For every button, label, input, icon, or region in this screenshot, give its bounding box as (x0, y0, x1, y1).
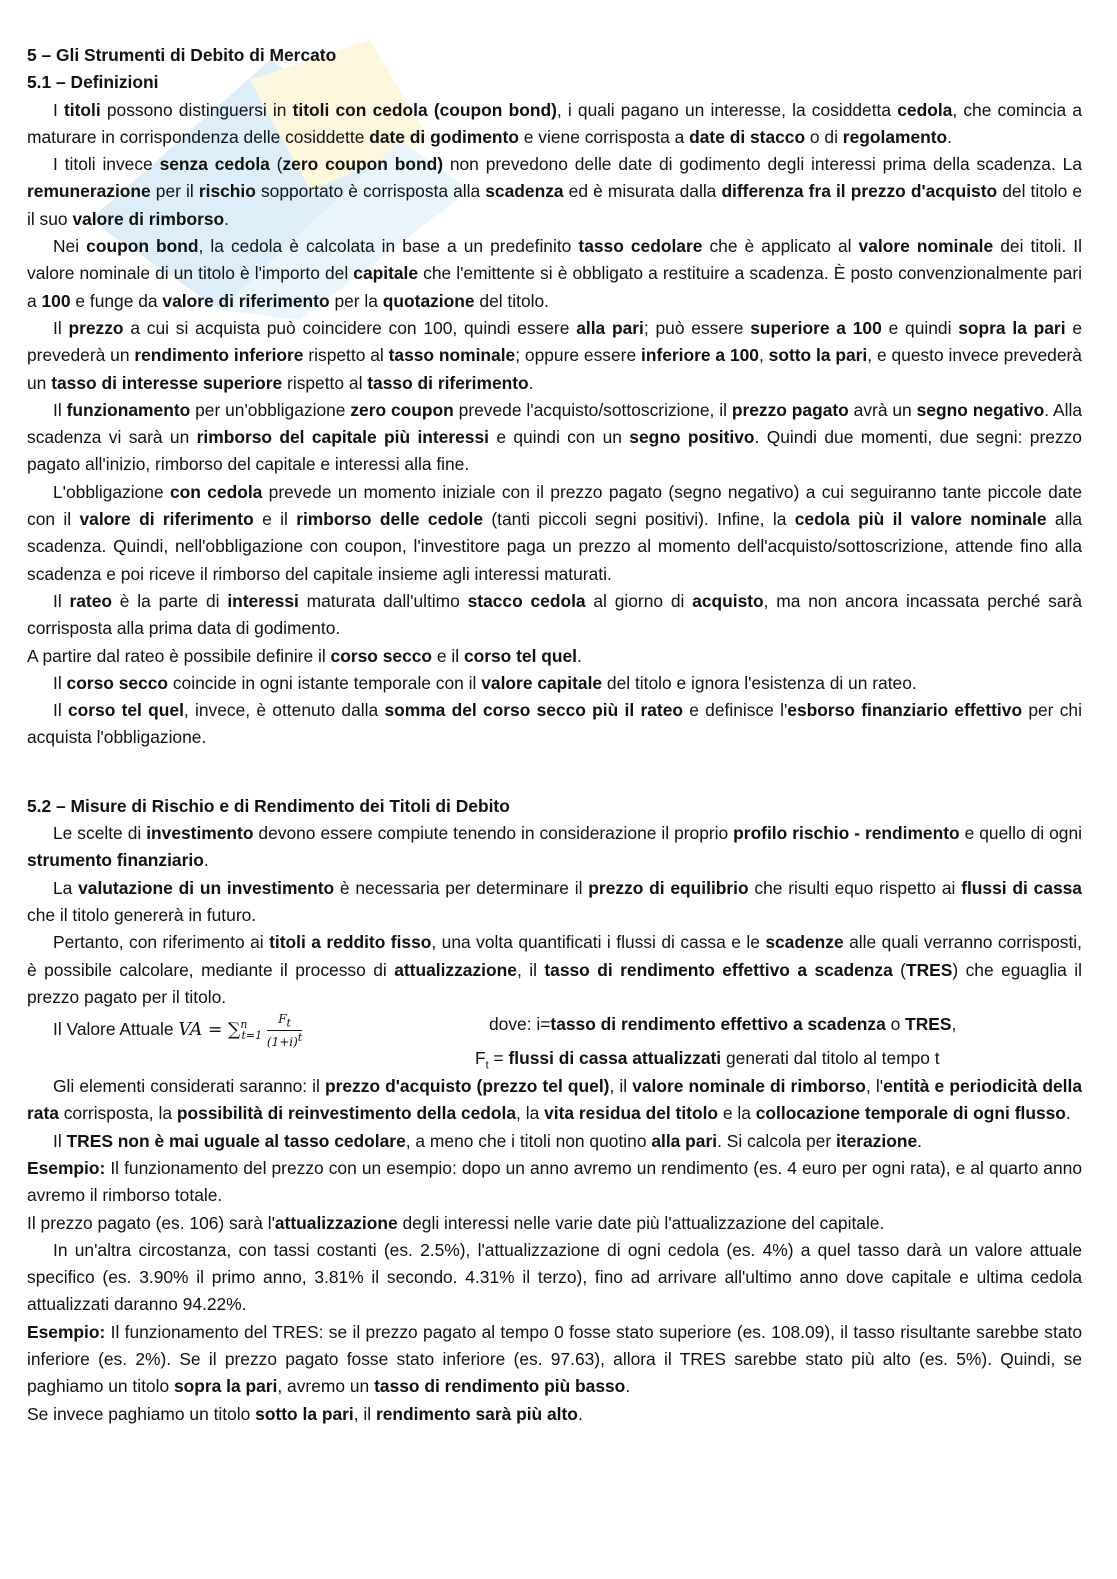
text-run: . (1065, 1103, 1071, 1124)
text-run: I titoli invece (53, 154, 160, 175)
paragraph (27, 697, 1082, 752)
bold-term: flussi di cassa attualizzati (508, 1048, 722, 1069)
bold-term: cedola (897, 99, 953, 120)
text-run: per chi acquista l'obbligazione. (27, 700, 1082, 748)
text-run: , la cedola è calcolata in base a un predefinito (198, 236, 579, 257)
bold-term: remunerazione (27, 181, 151, 202)
bold-term: Esempio: (27, 1157, 106, 1178)
bold-term: Esempio: (27, 1321, 106, 1342)
bold-term: tasso di rendimento più basso (374, 1376, 626, 1397)
text-run: , (758, 345, 769, 366)
formula-numerator-sub: t (286, 1015, 291, 1029)
bold-term: valore di riferimento (162, 290, 330, 311)
bold-term: scadenza (485, 181, 564, 202)
bold-term: vita residua del titolo (544, 1103, 719, 1124)
text-run: Il (53, 399, 67, 420)
text-run: devono essere compiute tenendo in considerazione il proprio (253, 823, 734, 844)
text-run: per il (150, 181, 199, 202)
text-run: prevede un momento iniziale con il prezzo pagato (segno negativo) a cui seguiranno tante piccole date con il (27, 481, 1082, 530)
ft-sub: t (485, 1059, 489, 1072)
bold-term: 100 (41, 290, 71, 311)
text-run: ( (269, 154, 283, 175)
text-run: ; oppure essere (515, 345, 641, 366)
text-run: Il (53, 317, 69, 338)
bold-term: prezzo d'acquisto (prezzo tel quel) (325, 1076, 610, 1097)
paragraph (27, 875, 1082, 930)
text-run: non prevedono delle date di godimento degli interessi prima della scadenza. La (443, 154, 1082, 175)
text-run: . (203, 850, 209, 871)
bold-term: superiore a 100 (750, 317, 882, 338)
bold-term: titoli con cedola (coupon bond) (292, 99, 557, 120)
text-run: Il (53, 1130, 67, 1151)
bold-term: corso secco (66, 672, 169, 693)
bold-term: acquisto (692, 590, 764, 611)
text-run: , avremo un (277, 1376, 375, 1397)
text-run: , il (516, 959, 545, 980)
bold-term: tasso di rendimento effettivo a scadenza (544, 959, 893, 980)
text-run: A partire dal rateo è possibile definire il (27, 645, 331, 666)
bold-term: rateo (69, 590, 113, 611)
bold-term: valore di riferimento (79, 509, 254, 530)
text-run: I (53, 99, 64, 120)
bold-term: flussi di cassa (961, 877, 1082, 898)
text-run: alla scadenza. Quindi, nell'obbligazione con coupon, l'investitore paga un prezzo al momento dell'acquisto/sottoscrizione, attende fino alla scadenza e poi riceve il rimborso del capitale insieme agli interessi maturati. (27, 509, 1082, 584)
bold-term: prezzo di equilibrio (588, 877, 749, 898)
text-run: Il prezzo pagato (es. 106) sarà l' (27, 1212, 275, 1233)
bold-term: tasso nominale (388, 345, 516, 366)
bold-term: tasso di rendimento effettivo a scadenza (550, 1014, 886, 1035)
text-run: , a meno che i titoli non quotino (405, 1130, 652, 1151)
bold-term: valore capitale (481, 672, 603, 693)
paragraph (27, 97, 1082, 152)
text-run: degli interessi nelle varie date più l'attualizzazione del capitale. (397, 1212, 885, 1233)
bold-term: corso tel quel (67, 700, 184, 721)
bold-term: corso tel quel (463, 645, 578, 666)
text-run: per la (329, 290, 383, 311)
bold-term: profilo rischio - rendimento (733, 823, 960, 844)
text-run: L'obbligazione (53, 481, 170, 502)
text-run: Nei (53, 236, 87, 257)
text-run: ; può essere (643, 317, 751, 338)
bold-term: differenza fra il prezzo d'acquisto (721, 181, 998, 202)
text-run: prevede l'acquisto/sottoscrizione, il (453, 399, 732, 420)
bold-term: stacco cedola (467, 590, 586, 611)
formula-denominator: (1+i) (266, 1034, 298, 1049)
text-run: , i quali pagano un interesse, la cosiddetta (556, 99, 898, 120)
bold-term: alla pari (576, 317, 644, 338)
text-run: ed è misurata dalla (563, 181, 722, 202)
bold-term: somma del corso secco più il rateo (384, 700, 683, 721)
bold-term: titoli (64, 99, 101, 120)
bold-term: entità e periodicità della rata (27, 1076, 1082, 1124)
bold-term: coupon bond (86, 236, 199, 257)
paragraph (27, 588, 1082, 643)
text-run: (tanti piccoli segni positivi). Infine, la (483, 509, 795, 530)
text-run: per un'obbligazione (190, 399, 351, 420)
paragraph (27, 820, 1082, 875)
section-heading-5-2: 5.2 – Misure di Rischio e di Rendimento dei Titoli di Debito (27, 795, 510, 816)
text-run: Il (53, 700, 68, 721)
bold-term: collocazione temporale di ogni flusso (755, 1103, 1066, 1124)
bold-term: tasso cedolare (578, 236, 703, 257)
bold-term: rendimento inferiore (134, 345, 304, 366)
document-page (27, 42, 1082, 1428)
text-run: al giorno di (585, 590, 693, 611)
text-run: Il funzionamento del TRES: se il prezzo pagato al tempo 0 fosse stato superiore (es. 108.09), il tasso risultante sarebbe stato inferiore (es. 2%). Se il prezzo pagato fosse stato inferiore (es. 97.63), allora il TRES sarebbe stato più alto (es. 5%). Quindi, se paghiamo un titolo (27, 1321, 1082, 1397)
bold-term: valore di rimborso (72, 208, 225, 229)
bold-term: prezzo pagato (731, 399, 849, 420)
bold-term: date di stacco (689, 126, 806, 147)
text-run: sopportato è corrisposta alla (255, 181, 486, 202)
text-run: . (917, 1130, 922, 1151)
paragraph (27, 1073, 1082, 1128)
bold-term: funzionamento (66, 399, 191, 420)
bold-term: capitale (353, 263, 419, 284)
bold-term: TRES (905, 1014, 952, 1035)
text-run: del titolo. (474, 290, 549, 311)
bold-term: iterazione (835, 1130, 918, 1151)
section-5-2-body-a (27, 820, 1082, 1011)
text-run: Il funzionamento del prezzo con un esempio: dopo un anno avremo un rendimento (es. 4 euro per ogni rata), e al quarto anno avremo il rimborso totale. (27, 1157, 1082, 1206)
text-run: , invece, è ottenuto dalla (183, 700, 385, 721)
text-run: Il (53, 672, 67, 693)
text-run: che il titolo genererà in futuro. (27, 904, 257, 925)
bold-term: sotto la pari (768, 345, 868, 366)
bold-term: possibilità di reinvestimento della cedola (176, 1103, 517, 1124)
bold-term: strumento finanziario (27, 850, 204, 871)
text-run: generati dal titolo al tempo t (721, 1048, 940, 1069)
formula-lhs: VA = ∑ (178, 1019, 241, 1040)
text-run: o (885, 1014, 906, 1035)
paragraph (27, 315, 1082, 397)
text-run: . (577, 1403, 583, 1424)
text-run: è necessaria per determinare il (334, 877, 589, 898)
text-run: In un'altra circostanza, con tassi costanti (es. 2.5%), l'attualizzazione di ogni cedola (es. 4%) a quel tasso darà un valore attuale specifico (es. 3.90% il primo anno, 3.81% il secondo. 4.31% il terzo), fino ad arrivare all'ultimo anno dove capitale e ultima cedola attualizzati daranno 94.22%. (27, 1239, 1082, 1315)
paragraph (27, 1237, 1082, 1319)
bold-term: valore nominale (858, 236, 994, 257)
bold-term: interessi (227, 590, 299, 611)
text-run: o di (805, 126, 843, 147)
text-run: alle quali verranno corrisposti, è possibile calcolare, mediante il processo di (27, 932, 1083, 980)
bold-term: rendimento sarà più alto (375, 1403, 578, 1424)
formula-sub: t=1 (241, 1029, 263, 1043)
bold-term: investimento (146, 823, 254, 844)
text-run: , e questo invece prevederà un (27, 345, 1082, 393)
text-run: che l'emittente si è obbligato a restituire a scadenza. È posto convenzionalmente pari a (27, 263, 1082, 311)
text-run: coincide in ogni istante temporale con il (168, 672, 482, 693)
paragraph (27, 670, 1082, 697)
text-run: dei titoli. Il valore nominale di un titolo è l'importo del (27, 236, 1082, 284)
text-run: Pertanto, con riferimento ai (53, 932, 270, 953)
text-run: . (528, 372, 534, 393)
bold-term: tasso di riferimento (367, 372, 529, 393)
text-run: e il (432, 645, 464, 666)
paragraph (27, 151, 1082, 233)
paragraph (27, 1155, 1082, 1210)
text-run: , il (609, 1076, 633, 1097)
bold-term: cedola più il valore nominale (794, 509, 1047, 530)
text-run: , la (516, 1103, 545, 1124)
text-run: , (951, 1014, 957, 1035)
paragraph (27, 397, 1082, 479)
bold-term: date di godimento (369, 126, 519, 147)
formula-expression (53, 1011, 302, 1049)
text-run: corrisposta, la (58, 1103, 177, 1124)
text-run: maturata dall'ultimo (298, 590, 468, 611)
bold-term: rimborso delle cedole (296, 509, 483, 530)
text-run: Le scelte di (53, 823, 147, 844)
section-5-2-body-b (27, 1073, 1082, 1428)
text-run: avrà un (848, 399, 917, 420)
bold-term: TRES (905, 959, 953, 980)
text-run: , il (353, 1403, 376, 1424)
text-run: Il (53, 590, 70, 611)
text-run: e prevederà un (27, 317, 1083, 366)
text-run: . (577, 645, 582, 666)
text-run: e quello di ogni (959, 823, 1083, 844)
ft-symbol: F (475, 1048, 486, 1069)
formula-ft-line (475, 1045, 940, 1080)
bold-term: rimborso del capitale più interessi (196, 427, 489, 448)
text-run: ( (892, 959, 906, 980)
text-run: possono distinguersi in (100, 99, 293, 120)
text-run: . (224, 208, 230, 229)
text-run: , ma non ancora incassata perché sarà corrisposta alla prima data di godimento. (27, 590, 1083, 639)
text-run: , che comincia a maturare in corrispondenza delle cosiddette (27, 99, 1082, 147)
text-run: rispetto al (303, 345, 389, 366)
paragraph (27, 1128, 1082, 1155)
bold-term: sopra la pari (173, 1376, 278, 1397)
text-run: . (625, 1376, 631, 1397)
text-run: che è applicato al (702, 236, 859, 257)
bold-term: attualizzazione (274, 1212, 398, 1233)
bold-term: titoli a reddito fisso (269, 932, 432, 953)
bold-term: TRES non è mai uguale al tasso cedolare (66, 1130, 406, 1151)
text-run: ) che eguaglia il prezzo pagato per il titolo. (27, 959, 1083, 1007)
text-run: e quindi con un (488, 427, 630, 448)
paragraph (27, 1210, 1082, 1237)
bold-term: rischio (198, 181, 256, 202)
bold-term: zero coupon (350, 399, 454, 420)
text-run: La (53, 877, 79, 898)
text-run: che risulti equo rispetto ai (748, 877, 962, 898)
bold-term: esborso finanziario effettivo (787, 700, 1023, 721)
paragraph (27, 1319, 1082, 1401)
bold-term: con cedola (170, 481, 263, 502)
text-run: = (488, 1048, 509, 1069)
section-5-1-body (27, 97, 1082, 752)
formula-sup: n (240, 1018, 248, 1032)
text-run: Se invece paghiamo un titolo (27, 1403, 256, 1424)
bold-term: sotto la pari (255, 1403, 354, 1424)
paragraph (27, 233, 1082, 315)
text-run: e definisce l' (682, 700, 788, 721)
bold-term: corso secco (330, 645, 433, 666)
formula-numerator: F (278, 1011, 287, 1026)
bold-term: sopra la pari (958, 317, 1066, 338)
bold-term: scadenze (765, 932, 844, 953)
text-run: . Alla scadenza vi sarà un (27, 399, 1082, 448)
text-run: è la parte di (112, 590, 228, 611)
paragraph (27, 643, 1082, 670)
formula-label: Il Valore Attuale (53, 1018, 179, 1039)
bold-term: valutazione di un investimento (78, 877, 335, 898)
text-run: del titolo e il suo (27, 181, 1083, 229)
text-run: rispetto al (282, 372, 368, 393)
bold-term: zero coupon bond) (282, 154, 443, 175)
present-value-formula (27, 1011, 1082, 1073)
text-run: dove: i= (489, 1014, 551, 1035)
formula-where-line (489, 1011, 956, 1038)
text-run: . (947, 126, 953, 147)
bold-term: senza cedola (159, 154, 270, 175)
bold-term: attualizzazione (394, 959, 517, 980)
section-heading-5-1: 5.1 – Definizioni (27, 72, 159, 93)
text-run: a cui si acquista può coincidere con 100, quindi essere (123, 317, 577, 338)
text-run: , l' (865, 1076, 884, 1097)
section-gap (27, 752, 1082, 793)
bold-term: alla pari (651, 1130, 718, 1151)
text-run: e funge da (70, 290, 163, 311)
bold-term: inferiore a 100 (640, 345, 759, 366)
bold-term: valore nominale di rimborso (632, 1076, 866, 1097)
text-run: e quindi (881, 317, 959, 338)
text-run: del titolo e ignora l'esistenza di un rateo. (602, 672, 917, 693)
text-run: e viene corrisposta a (518, 126, 690, 147)
bold-term: prezzo (68, 317, 124, 338)
paragraph (27, 929, 1082, 1011)
bold-term: regolamento (842, 126, 948, 147)
text-run: Gli elementi considerati saranno: il (53, 1076, 325, 1097)
text-run: , una volta quantificati i flussi di cassa e le (431, 932, 766, 953)
text-run: . Quindi due momenti, due segni: prezzo pagato all'inizio, rimborso del capitale e interessi alla fine. (27, 427, 1082, 475)
text-run: e il (253, 509, 297, 530)
paragraph (27, 1401, 1082, 1428)
bold-term: segno negativo (916, 399, 1045, 420)
formula-fraction (267, 1012, 302, 1049)
bold-term: segno positivo (629, 427, 755, 448)
text-run: e la (718, 1103, 756, 1124)
bold-term: quotazione (382, 290, 475, 311)
bold-term: tasso di interesse superiore (51, 372, 283, 393)
text-run: . Si calcola per (717, 1130, 836, 1151)
paragraph (27, 479, 1082, 588)
formula-denominator-sup: t (297, 1030, 303, 1044)
chapter-title: 5 – Gli Strumenti di Debito di Mercato (27, 45, 337, 65)
